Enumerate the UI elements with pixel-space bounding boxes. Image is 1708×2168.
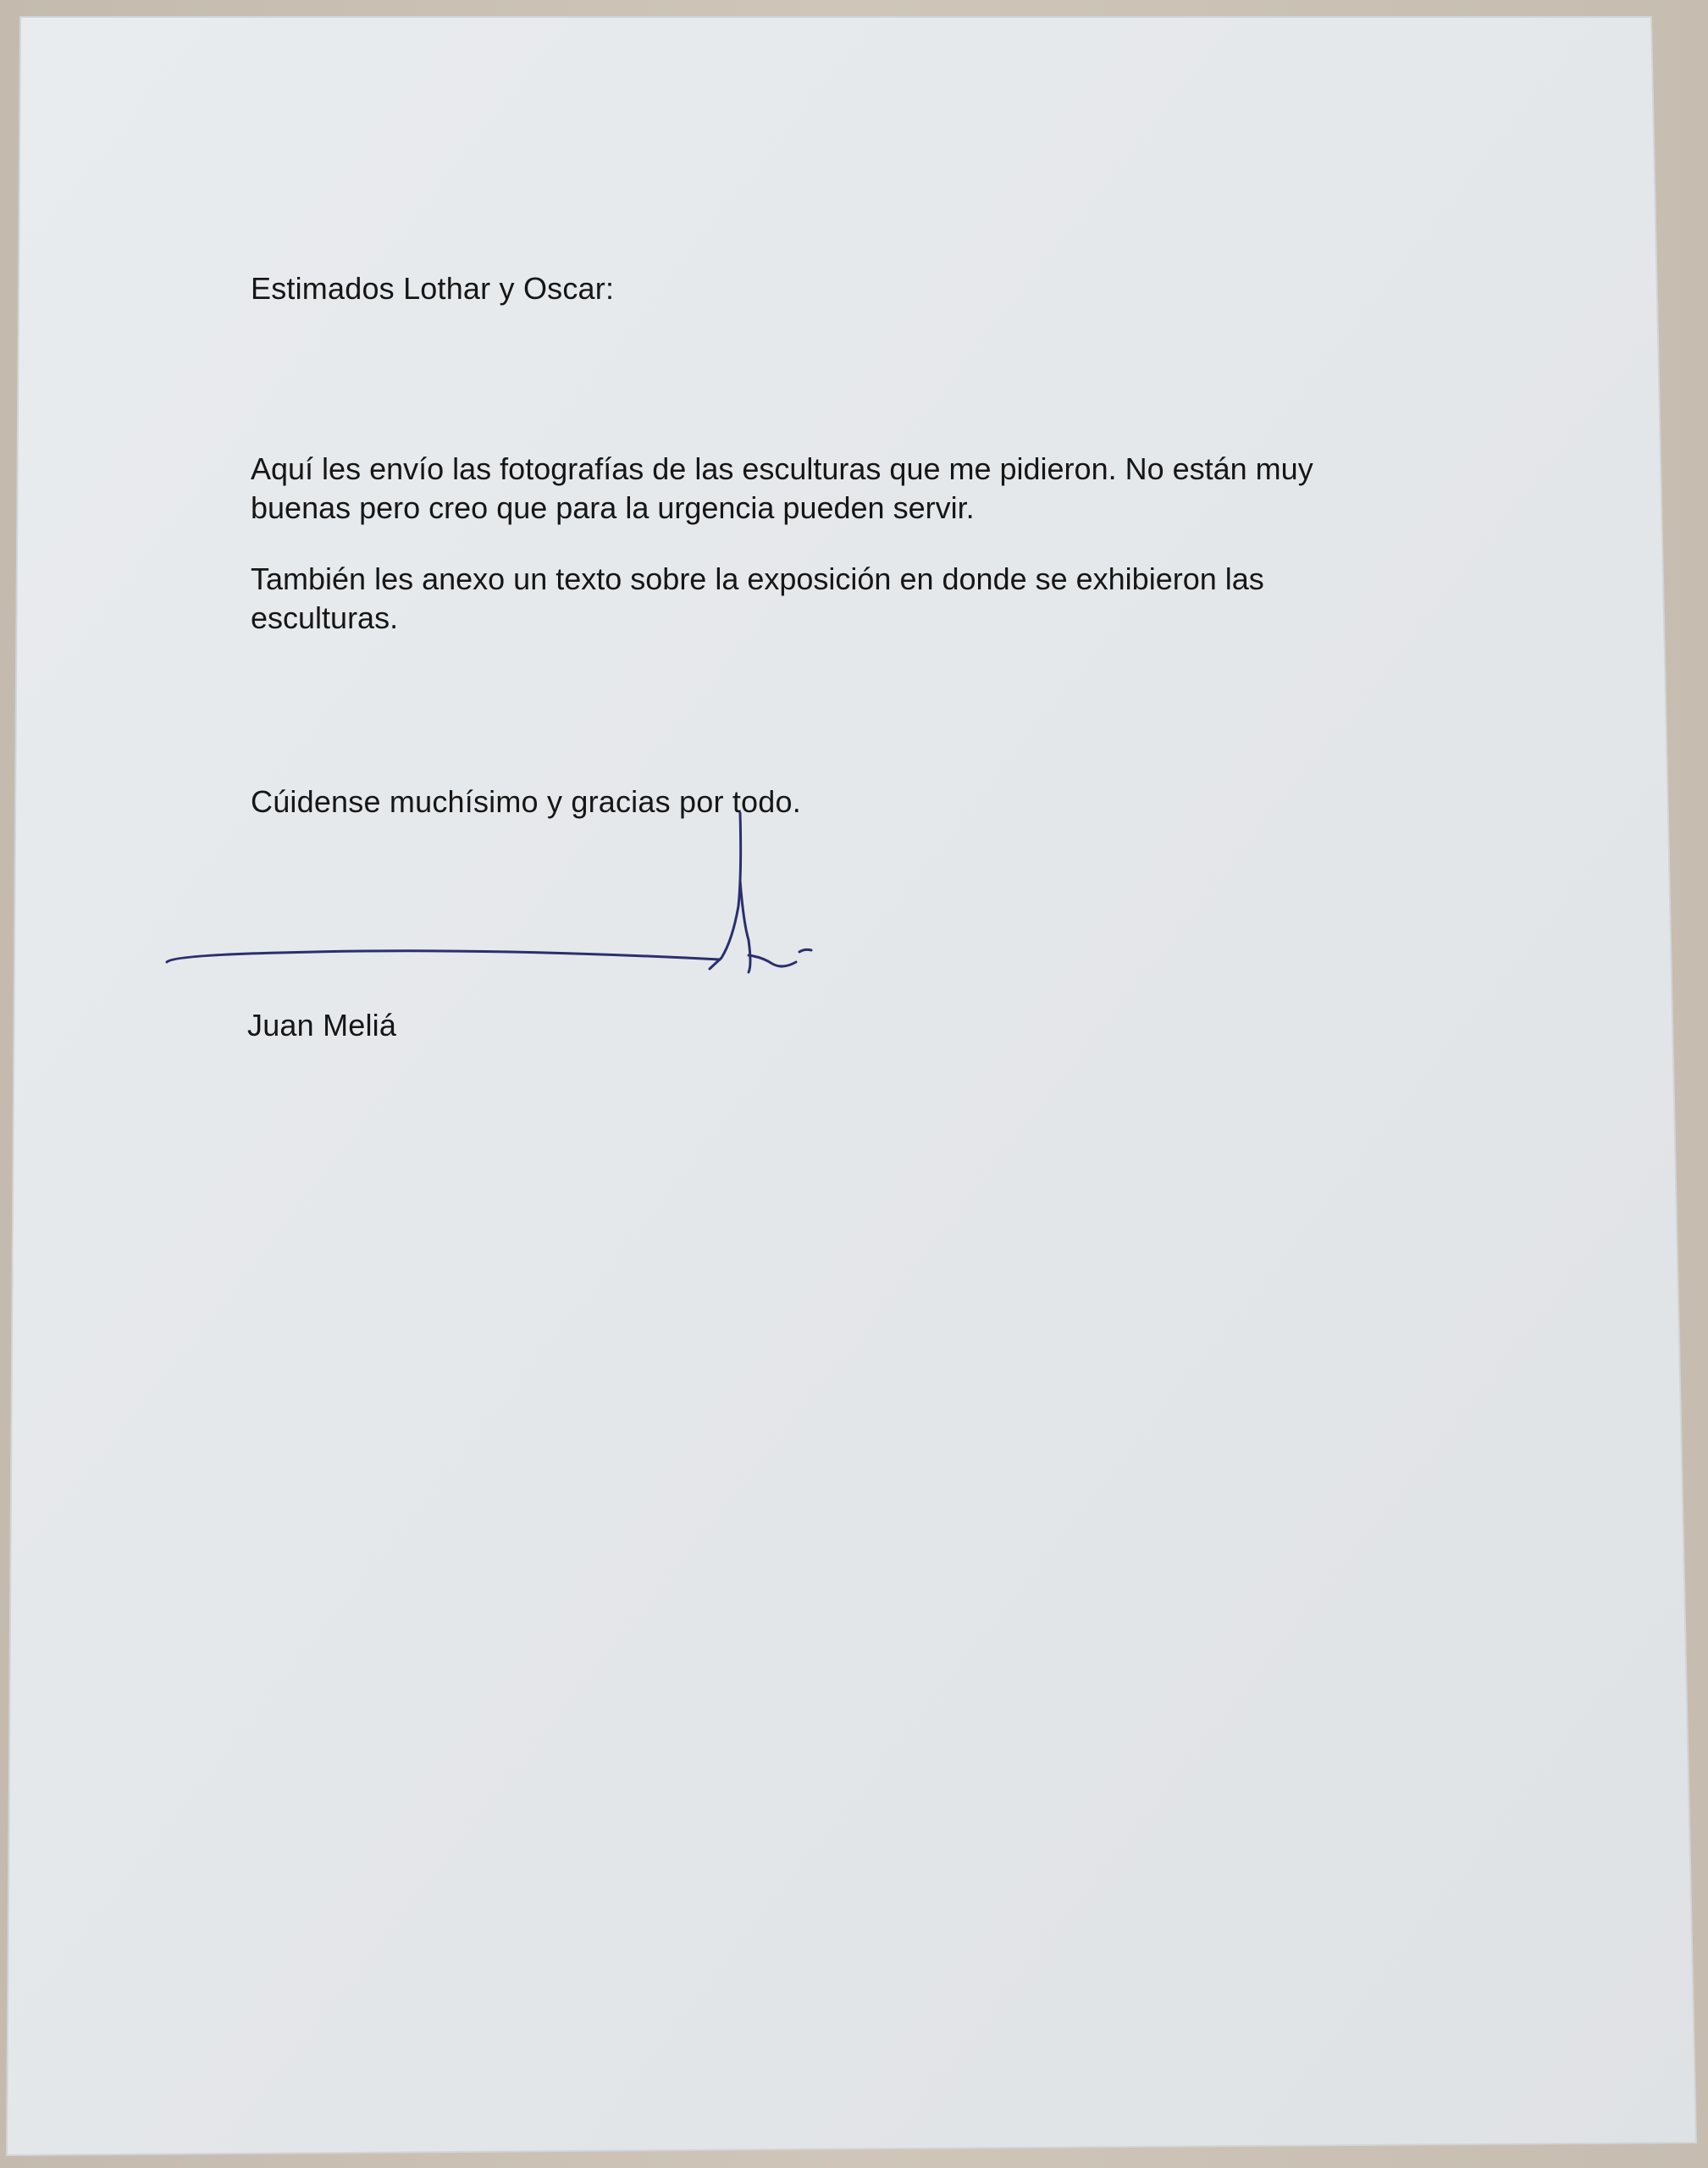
paragraph-line: esculturas. — [251, 600, 399, 635]
signer-name: Juan Meliá — [247, 1008, 397, 1043]
paragraph-line: También les anexo un texto sobre la exposición en donde se exhibieron las — [251, 561, 1264, 596]
paragraph-line: buenas pero creo que para la urgencia pueden servir. — [251, 490, 975, 525]
salutation: Estimados Lothar y Oscar: — [251, 271, 615, 306]
paragraph-line: Aquí les envío las fotografías de las esculturas que me pidieron. No están muy — [251, 451, 1313, 486]
closing-line: Cúidense muchísimo y gracias por todo. — [251, 784, 801, 819]
